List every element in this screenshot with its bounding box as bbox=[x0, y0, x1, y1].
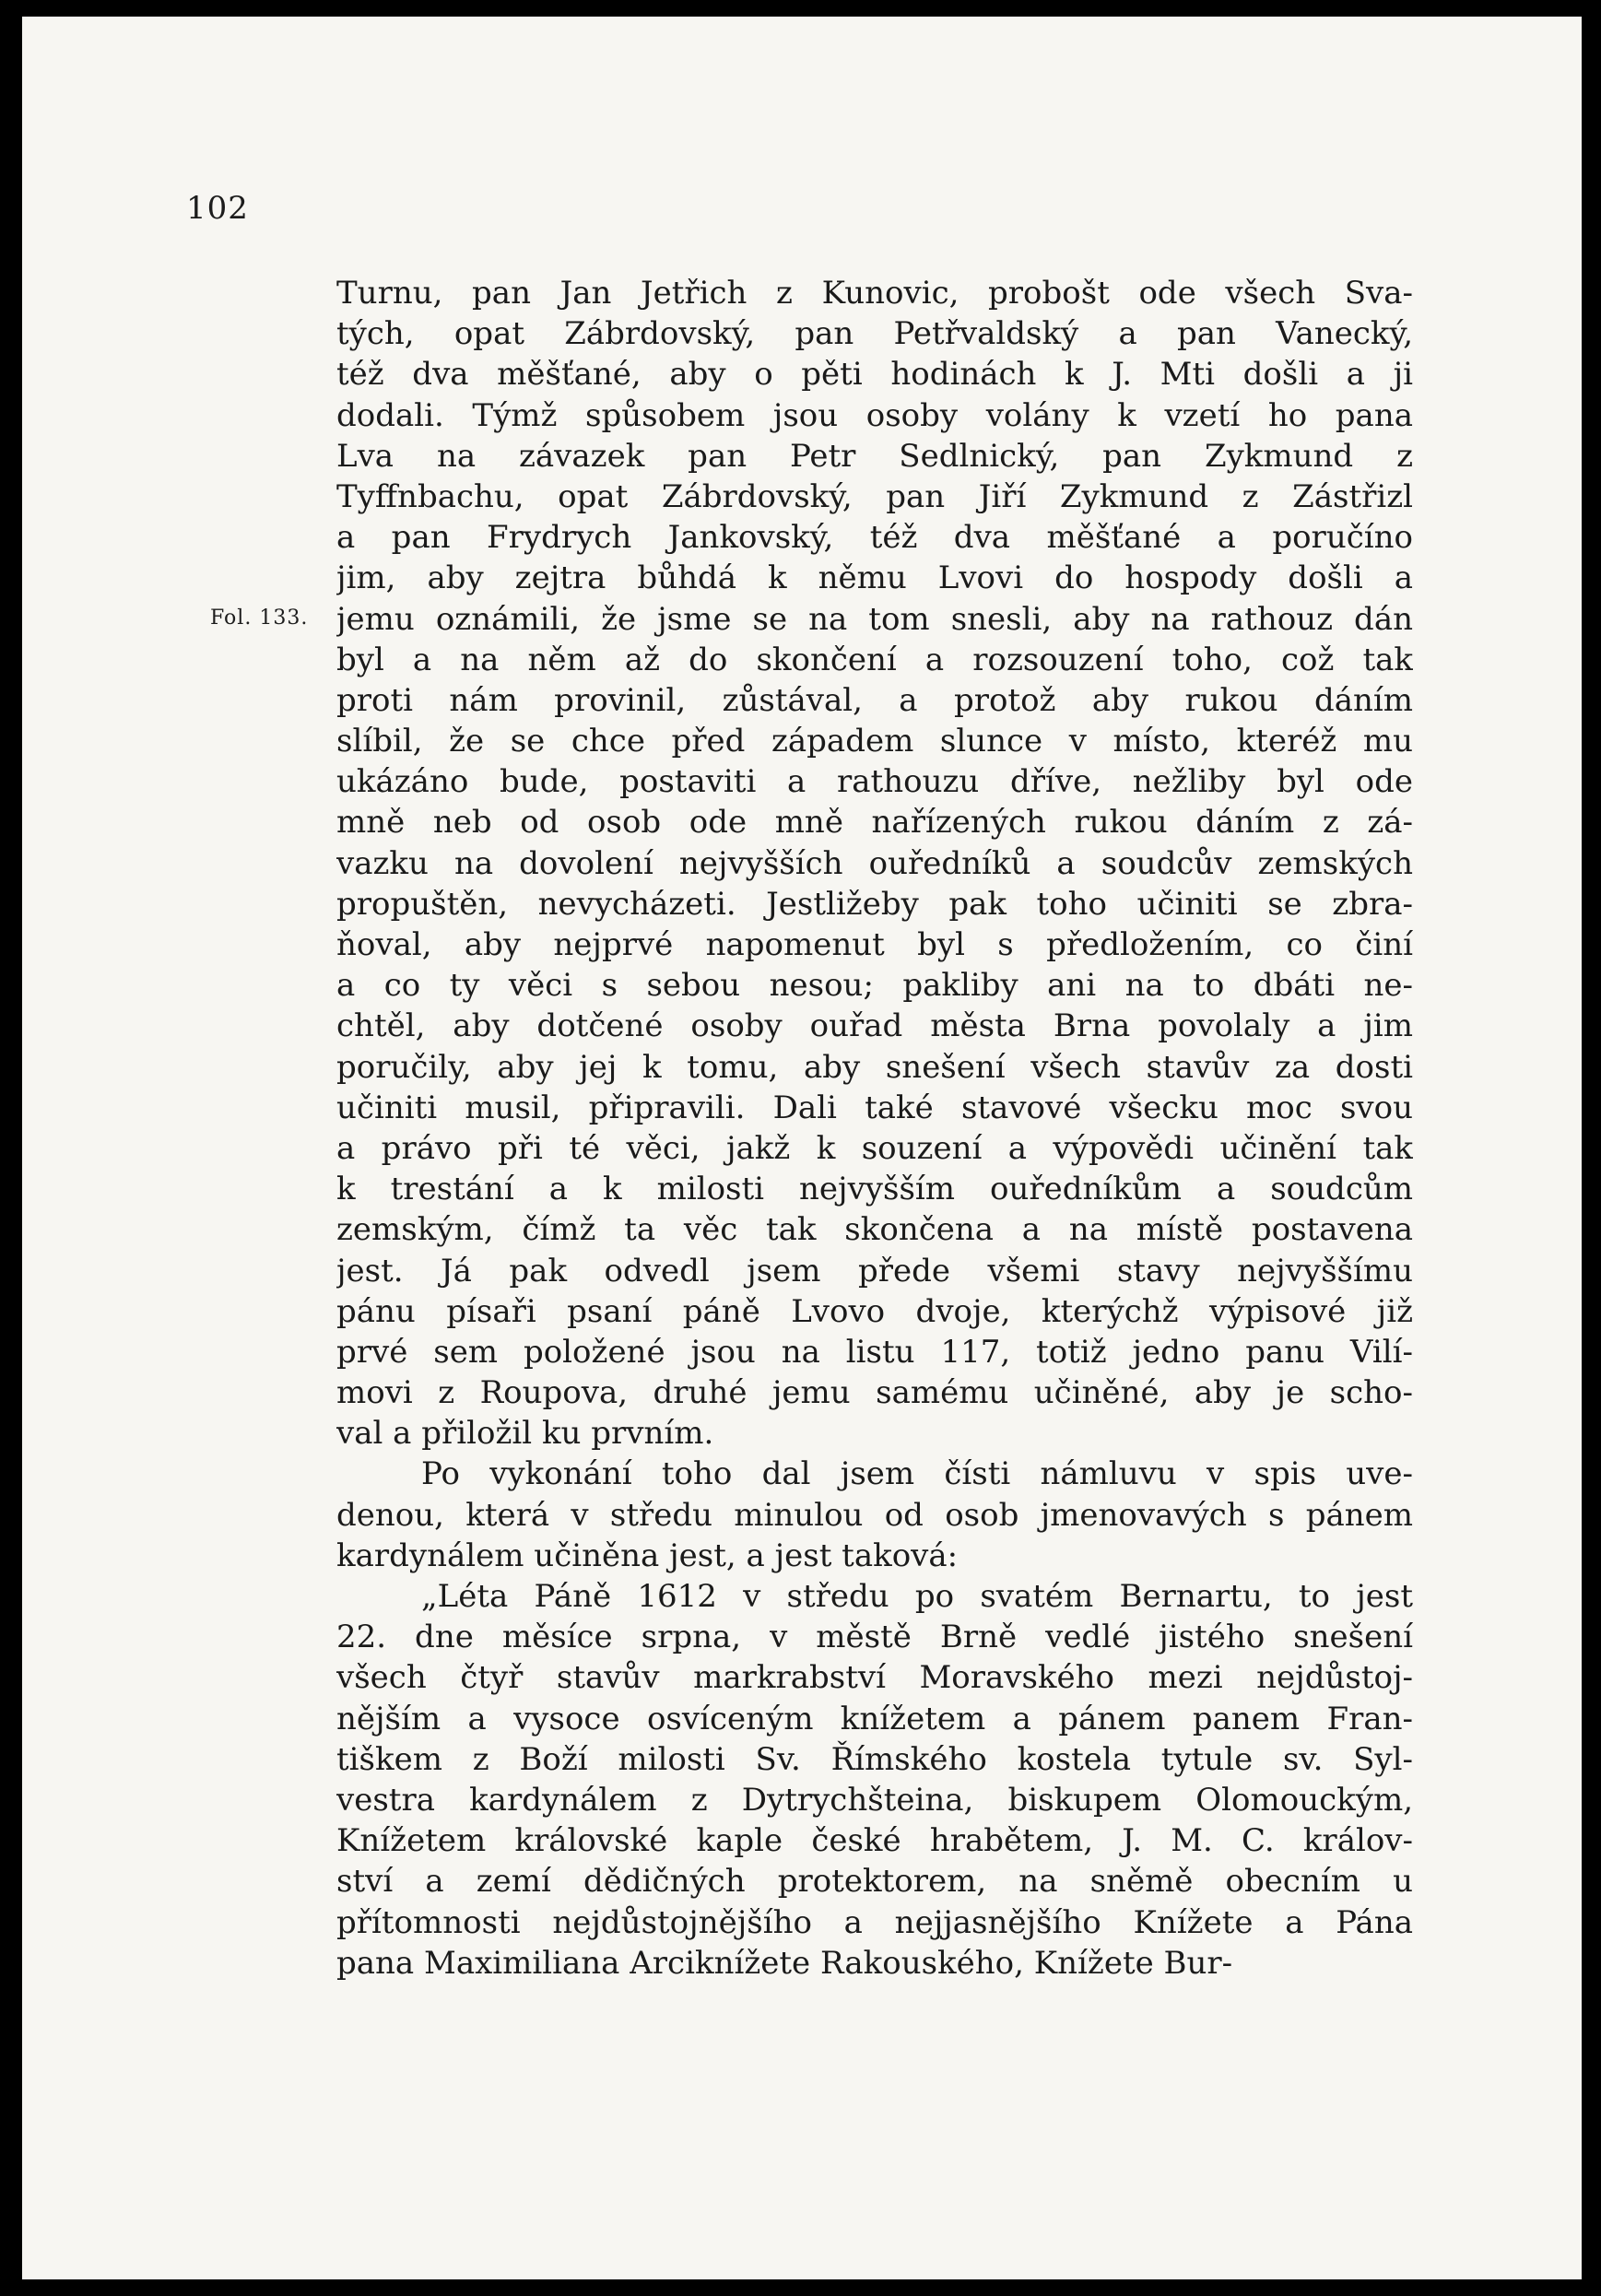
text-line: Knížetem královské kaple české hrabětem, J. M. C. králov- bbox=[336, 1822, 1413, 1860]
text-line: jest. Já pak odvedl jsem přede všemi stavy nejvyššímu bbox=[336, 1252, 1413, 1289]
text-line: a co ty věci s sebou nesou; pakliby ani na to dbáti ne- bbox=[336, 967, 1413, 1005]
text-line: „Léta Páně 1612 v středu po svatém Bernartu, to jest bbox=[421, 1578, 1413, 1615]
text-line: jim, aby zejtra bůhdá k němu Lvovi do hospody došli a bbox=[336, 559, 1413, 597]
text-line: prvé sem položené jsou na listu 117, totiž jedno panu Vilí- bbox=[336, 1333, 1413, 1371]
text-line: val a přiložil ku prvním. bbox=[336, 1415, 714, 1453]
text-line: ňoval, aby nejprvé napomenut byl s předložením, co činí bbox=[336, 926, 1413, 963]
folio-margin-note: Fol. 133. bbox=[210, 606, 309, 630]
text-line: ukázáno bude, postaviti a rathouzu dříve, nežliby byl ode bbox=[336, 763, 1413, 801]
text-line: mně neb od osob ode mně nařízených rukou dáním z zá- bbox=[336, 804, 1413, 842]
text-line: vestra kardynálem z Dytrychšteina, biskupem Olomouckým, bbox=[336, 1781, 1413, 1819]
text-line: jemu oznámili, že jsme se na tom snesli, aby na rathouz dán bbox=[336, 600, 1413, 638]
text-line: pana Maximiliana Arciknížete Rakouského, Knížete Bur- bbox=[336, 1944, 1233, 1982]
text-line: a právo při té věci, jakž k souzení a výpovědi učinění tak bbox=[336, 1129, 1413, 1167]
text-line: kardynálem učiněna jest, a jest taková: bbox=[336, 1537, 959, 1574]
text-line: nějším a vysoce osvíceným knížetem a pánem panem Fran- bbox=[336, 1700, 1413, 1737]
text-line: slíbil, že se chce před západem slunce v místo, kteréž mu bbox=[336, 723, 1413, 760]
text-line: Lva na závazek pan Petr Sedlnický, pan Zykmund z bbox=[336, 437, 1413, 475]
text-line: pánu písaři psaní páně Lvovo dvoje, kterýchž výpisové již bbox=[336, 1292, 1413, 1330]
book-page bbox=[22, 17, 1582, 2279]
text-line: tiškem z Boží milosti Sv. Římského kostela tytule sv. Syl- bbox=[336, 1740, 1413, 1778]
paragraph bbox=[336, 1454, 1413, 1576]
text-line: ství a zemí dědičných protektorem, na sněmě obecním u bbox=[336, 1863, 1413, 1901]
text-line: zemským, čímž ta věc tak skončena a na místě postavena bbox=[336, 1211, 1413, 1249]
paragraph bbox=[336, 273, 1413, 1454]
text-line: chtěl, aby dotčené osoby ouřad města Brna povolaly a jim bbox=[336, 1007, 1413, 1045]
text-line: denou, která v středu minulou od osob jmenovavých s pánem bbox=[336, 1496, 1413, 1534]
text-line: Po vykonání toho dal jsem čísti námluvu v spis uve- bbox=[421, 1455, 1413, 1493]
text-line: Tyffnbachu, opat Zábrdovský, pan Jiří Zykmund z Zástřizl bbox=[336, 477, 1413, 515]
text-line: propuštěn, nevycházeti. Jestližeby pak toho učiniti se zbra- bbox=[336, 885, 1413, 923]
text-line: tých, opat Zábrdovský, pan Petřvaldský a pan Vanecký, bbox=[336, 315, 1413, 353]
paragraph bbox=[336, 1576, 1413, 1984]
text-line: poručily, aby jej k tomu, aby snešení všech stavův za dosti bbox=[336, 1048, 1413, 1086]
text-line: Turnu, pan Jan Jetřich z Kunovic, probošt ode všech Sva- bbox=[336, 275, 1413, 312]
text-line: všech čtyř stavův markrabství Moravského mezi nejdůstoj- bbox=[336, 1659, 1413, 1697]
body-text bbox=[336, 273, 1413, 1984]
text-line: dodali. Týmž spůsobem jsou osoby volány k vzetí ho pana bbox=[336, 396, 1413, 434]
text-line: 22. dne měsíce srpna, v městě Brně vedlé jistého snešení bbox=[336, 1619, 1413, 1656]
text-line: vazku na dovolení nejvyšších ouředníků a soudcův zemských bbox=[336, 844, 1413, 882]
page-number: 102 bbox=[186, 190, 249, 227]
text-line: a pan Frydrych Jankovský, též dva měšťané a poručíno bbox=[336, 519, 1413, 557]
text-line: učiniti musil, připravili. Dali také stavové všecku moc svou bbox=[336, 1089, 1413, 1126]
text-line: k trestání a k milosti nejvyšším ouředníkům a soudcům bbox=[336, 1171, 1413, 1208]
text-line: movi z Roupova, druhé jemu samému učiněné, aby je scho- bbox=[336, 1374, 1413, 1412]
text-line: proti nám provinil, zůstával, a protož aby rukou dáním bbox=[336, 681, 1413, 719]
text-line: byl a na něm až do skončení a rozsouzení toho, což tak bbox=[336, 641, 1413, 678]
text-line: přítomnosti nejdůstojnějšího a nejjasnějšího Knížete a Pána bbox=[336, 1903, 1413, 1941]
text-line: též dva měšťané, aby o pěti hodinách k J. Mti došli a ji bbox=[336, 356, 1413, 394]
